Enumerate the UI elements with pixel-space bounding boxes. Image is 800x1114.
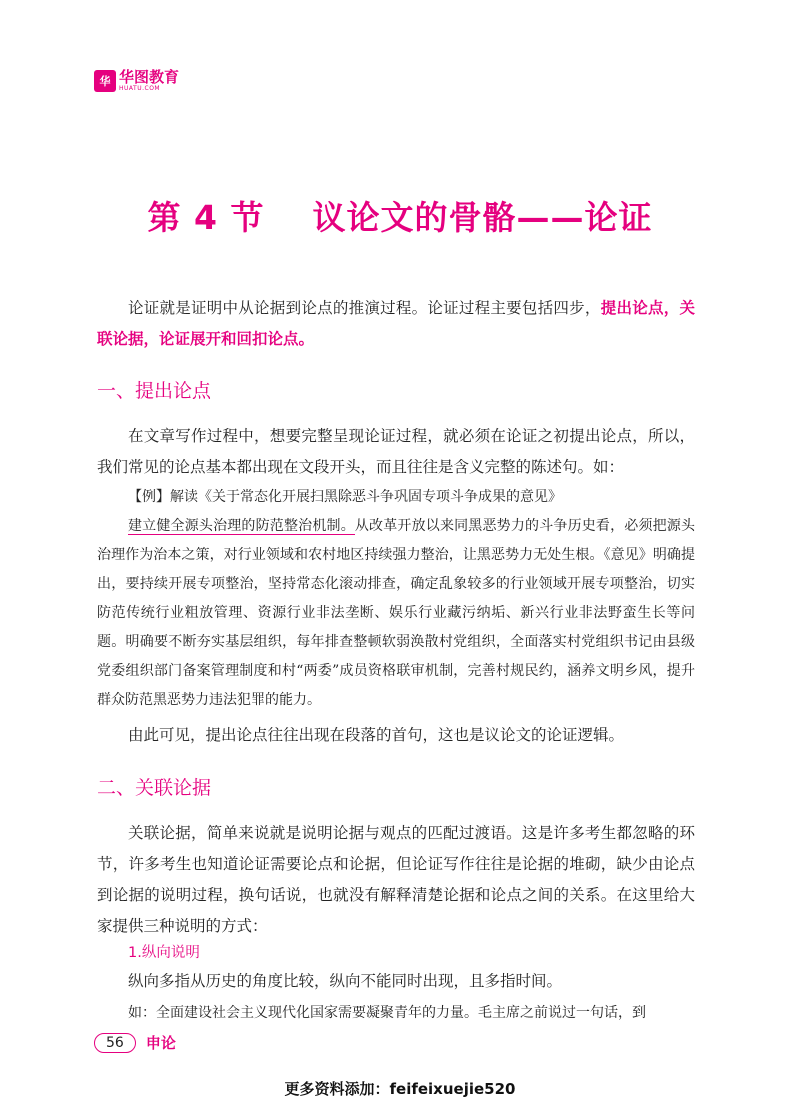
watermark-text: 更多资料添加：feifeixuejie520 (284, 1080, 516, 1098)
logo-name: 华图教育 (119, 68, 180, 86)
heading-raise-argument: 一、提出论点 (97, 380, 212, 402)
section2-paragraph-2: 纵向多指从历史的角度比较，纵向不能同时出现，且多指时间。 (128, 972, 563, 990)
section1-paragraph-2: 由此可见，提出论点往往出现在段落的首句，这也是议论文的论证逻辑。 (128, 726, 625, 744)
section-title: 议论文的骨骼——论证 (312, 198, 653, 237)
section-number: 第 4 节 (147, 198, 265, 237)
logo-icon: 华 (94, 70, 116, 92)
footer-section-name: 申论 (145, 1034, 176, 1052)
logo (94, 70, 179, 92)
section2-paragraph-3: 如：全面建设社会主义现代化国家需要凝聚青年的力量。毛主席之前说过一句话，到 (128, 1005, 646, 1021)
page-number: 56 (94, 1033, 136, 1053)
page-footer (94, 1032, 176, 1053)
intro-paragraph: 论证就是证明中从论据到论点的推演过程。论证过程主要包括四步，提出论点，关联论据，论证展开和回扣论点。 (97, 299, 695, 348)
logo-subtitle: HUATU.COM (119, 85, 161, 92)
subheading-vertical: 1.纵向说明 (128, 945, 200, 961)
page-title (0, 192, 800, 239)
intro-highlight: 提出论点，关联论据，论证展开和回扣论点。 (97, 299, 695, 348)
example-label: 【例】解读《关于常态化开展扫黑除恶斗争巩固专项斗争成果的意见》 (128, 489, 562, 505)
example-lead: 建立健全源头治理的防范整治机制。 (128, 518, 355, 534)
section2-paragraph-1: 关联论据，简单来说就是说明论据与观点的匹配过渡语。这是许多考生都忽略的环节，许多考生也知道论证需要论点和论据，但论证写作往往是论据的堆砌，缺少由论点到论据的说明过程，换句话说，也就没有解释清楚论据和论点之间的关系。在这里给大家提供三种说明的方式： (97, 824, 695, 935)
section1-paragraph-1: 在文章写作过程中，想要完整呈现论证过程，就必须在论证之初提出论点，所以，我们常见的论点基本都出现在文段开头，而且往往是含义完整的陈述句。如： (97, 427, 695, 476)
heading-link-evidence: 二、关联论据 (97, 777, 212, 799)
example-body: 建立健全源头治理的防范整治机制。从改革开放以来同黑恶势力的斗争历史看，必须把源头治理作为治本之策，对行业领域和农村地区持续强力整治，让黑恶势力无处生根。《意见》明确提出，要持续开展专项整治，坚持常态化滚动排查，确定乱象较多的行业领域开展专项整治，切实防范传统行业粗放管理、资源行业非法垄断、娱乐行业藏污纳垢、新兴行业非法野蛮生长等问题。明确要不断夯实基层组织，每年排查整顿软弱涣散村党组织，全面落实村党组织书记由县级党委组织部门备案管理制度和村“两委”成员资格联审机制，完善村规民约，涵养文明乡风，提升群众防范黑恶势力违法犯罪的能力。 (97, 518, 696, 708)
